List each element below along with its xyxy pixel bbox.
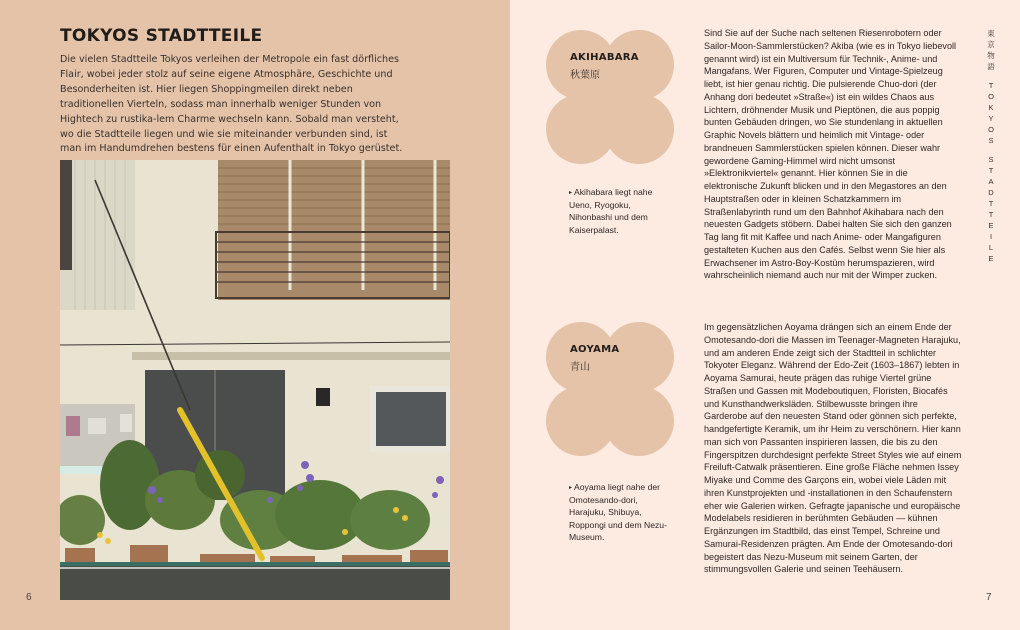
running-head-char: I [989, 232, 993, 241]
running-head-char: S [988, 155, 994, 164]
district-name: AOYAMA [570, 344, 620, 355]
running-head-char: 東 [987, 29, 995, 38]
running-head-char: O [988, 125, 994, 134]
page-number-left: 6 [26, 592, 32, 603]
running-head-char: E [988, 221, 994, 230]
running-head-char: T [988, 199, 994, 208]
running-head-char: 京 [987, 40, 995, 49]
district-location-note [569, 186, 669, 236]
running-head-char: S [988, 136, 994, 145]
district-badge-aoyama [546, 322, 674, 456]
intro-paragraph: Die vielen Stadtteile Tokyos verleihen der Metropole ein fast dörfliches Flair, wobei jeder stolz auf seine eigene Atmosphäre, Geschichte und Besonderheiten ist. Hier liegen Shoppingmeilen direkt neben traditionellen Vierteln, sodass man innerhalb weniger Stunden von Hightech zu rustika-lem Charme wechseln kann. Sobald man versteht, wo die Stadtteile liegen und wie sie miteinander verbunden sind, ist man im Handumdrehen bestens für einen Aufenthalt in Tokyo gerüstet. [60, 54, 403, 155]
running-head-char: E [988, 254, 994, 263]
running-head-char: K [988, 103, 994, 112]
running-head-vertical [984, 28, 998, 264]
running-head-char: D [988, 188, 994, 197]
district-kanji: 秋葉原 [570, 70, 600, 81]
running-head-char: T [988, 81, 994, 90]
note-text: Aoyama liegt nahe der Omotesando-dori, Harajuku, Shibuya, Roppongi und dem Nezu-Museum. [569, 482, 667, 542]
page-title: TOKYOS STADTTEILE [60, 26, 263, 46]
running-head-char: T [988, 166, 994, 175]
triangle-marker-icon: ▸ [569, 190, 573, 196]
running-head-char: 語 [987, 62, 995, 71]
street-photo [60, 160, 450, 600]
triangle-marker-icon: ▸ [569, 485, 573, 491]
running-head-char: T [988, 210, 994, 219]
district-badge-akihabara [546, 30, 674, 164]
running-head-char: A [988, 177, 994, 186]
running-head-char: L [988, 243, 994, 252]
street-photo-illustration [60, 160, 450, 600]
district-name: AKIHABARA [570, 52, 639, 63]
running-head-char: O [988, 92, 994, 101]
page-number-right: 7 [986, 592, 992, 603]
district-location-note [569, 481, 669, 543]
note-text: Akihabara liegt nahe Ueno, Ryogoku, Nihonbashi und dem Kaiserpalast. [569, 187, 653, 235]
district-description: Sind Sie auf der Suche nach seltenen Riesenrobotern oder Sailor-Moon-Sammlerstücken? Akiba (wie es in Tokyo liebevoll genannt wird) ist ein Multiversum für Technik-, Anime- und Mangafans. Wer Figuren, Computer und Vintage-Spielzeug liebt, ist hier genau richtig. Die pulsierende Chuo-dori (der Anhang dori bedeutet »Straße«) ist ein wildes Chaos aus Lichtern, dröhnender Musik und Pieptönen, die aus poppig bunten Gebäuden dringen, wo Sie stundenlang in aktuellen Graphic Novels blättern und heimlich mit Vintage- oder brandneuen Sammlerstücken spielen können. Dieser wahr gewordene Gaming-Himmel wird nicht umsonst »Elektronikviertel« genannt. Hier können Sie in die elektronische Zukunft blicken und in den Megastores an den Hauptstraßen oder in kleinen Schatzkammern im Straßenlabyrinth rund um den Bahnhof Akihabara nach den neuesten Gadgets stöbern. Dabei halten Sie sich den ganzen Tag lang fit mit Kaffee und nach Anime- oder Mangafiguren gestalteten Kuchen aus den Cafés. Selbst wenn Sie hier als Erwachsener im Astro-Boy-Kostüm herumspazieren, wird wahrscheinlich niemand auch nur mit der Wimper zucken. [704, 28, 957, 281]
district-description: Im gegensätzlichen Aoyama drängen sich an einem Ende der Omotesando-dori die Massen im Teenager-Magneten Harajuku, und am anderen Ende zeigt sich der Stadtteil in schlichter Tokyoter Eleganz. Während der Edo-Zeit (1603–1867) lebten in Aoyama Samurai, heute prägen das ruhige Viertel grüne Straßen und Gassen mit Modeboutiquen, Floristen, Biocafés und Kunsthandwerksläden. Stilbewusste bringen ihre Garderobe auf den neuesten Stand oder gönnen sich perfekte, handgefertigte Keramik, um ihr Heim zu verschönern. Hier kann man sich von Passanten inspirieren lassen, die bis zu den Fingerspitzen durchdesignt perfekte Street Styles wie auf einem Freiluft-Catwalk präsentieren. Eine große Fläche nehmen Issey Miyake und Comme des Garçons ein, wobei viele Läden mit ihren Kunstprojekten und -installationen in den Schaufenstern eher wie Galerien wirken. Gefragte japanische und europäische Modelabels residieren in berühmten Gebäuden — kühnen Ergänzungen im Stadtbild, das einst Tempel, Schreine und Samurai-Residenzen prägten. Am Ende der Omotesando-dori begeistert das Nezu-Museum mit seinem Garten, der stimmungsvollen Galerie und seinen Teehäusern. [704, 322, 962, 575]
running-head-char: 物 [987, 51, 995, 60]
district-kanji: 青山 [570, 362, 590, 373]
running-head-char: Y [988, 114, 994, 123]
